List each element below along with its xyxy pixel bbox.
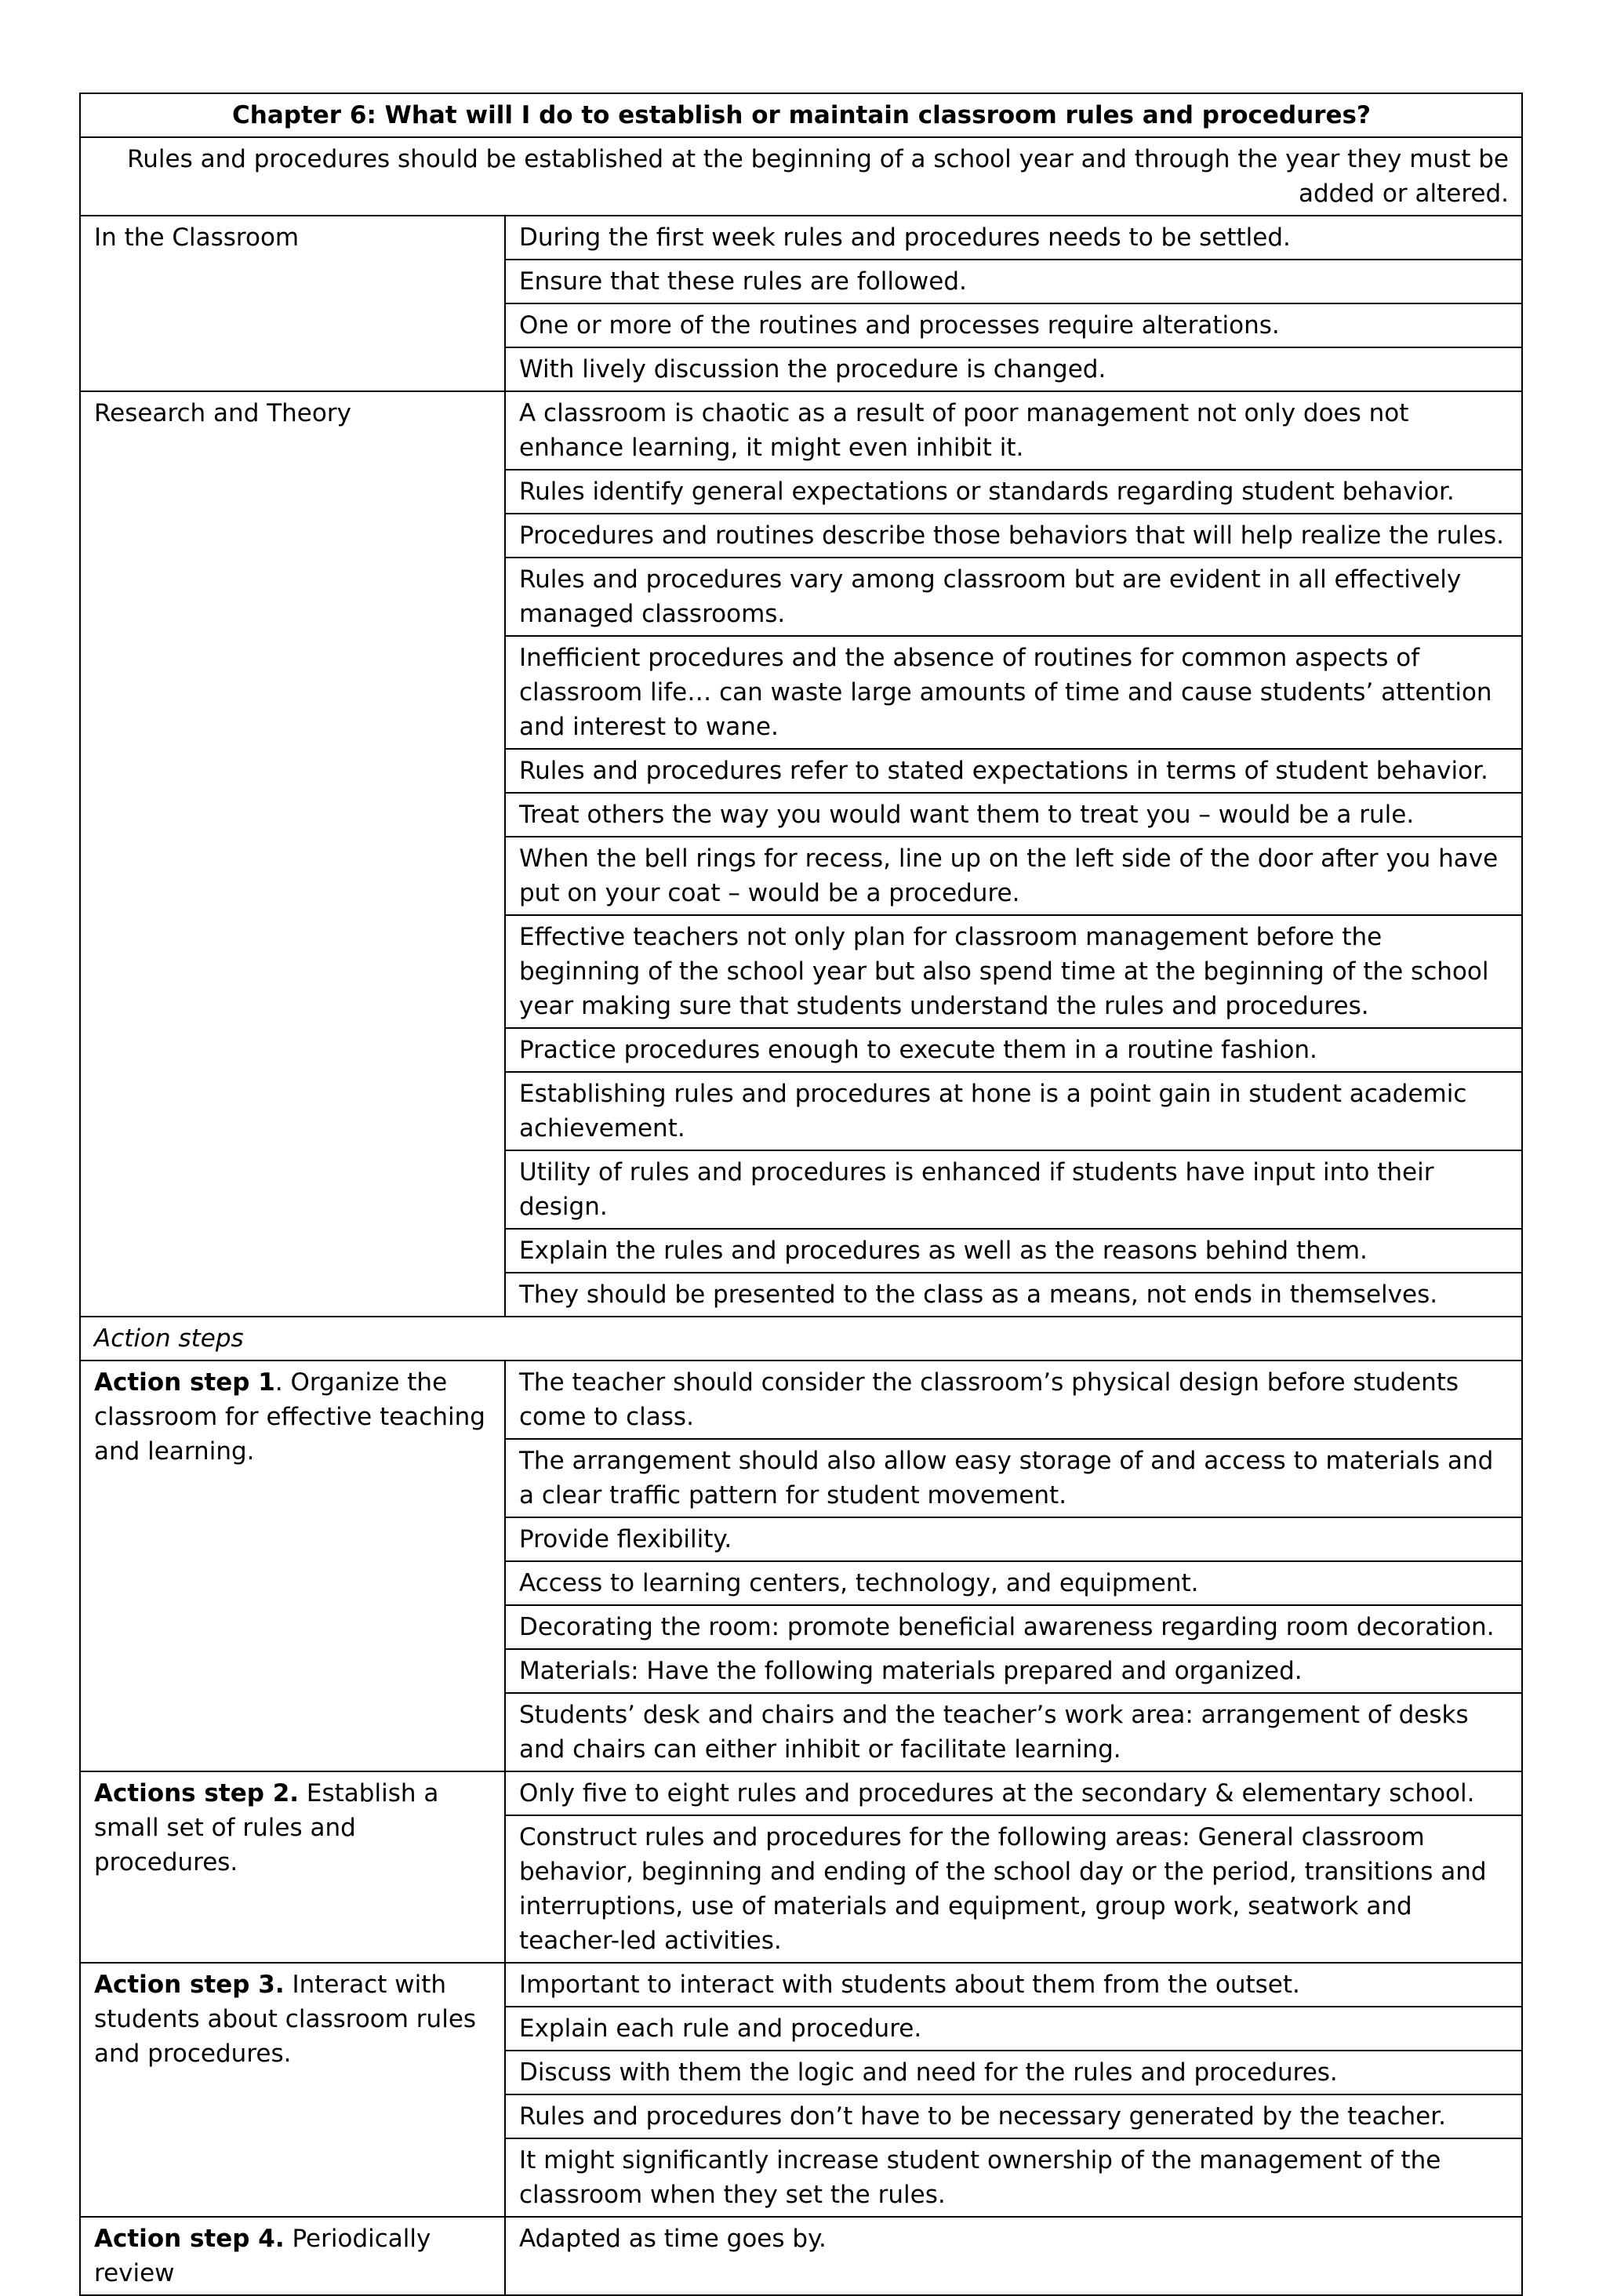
section-label: In the Classroom: [80, 216, 505, 391]
table-cell-item: It might significantly increase student ownership of the management of the classroom when they set the rules.: [505, 2138, 1522, 2217]
table-cell-item: Rules and procedures refer to stated expectations in terms of student behavior.: [505, 749, 1522, 793]
chapter-table: [79, 93, 1523, 2296]
action-step-label: [80, 1771, 505, 1963]
action-step-label: [80, 1361, 505, 1771]
table-cell-item: Important to interact with students about them from the outset.: [505, 1963, 1522, 2007]
table-cell-item: With lively discussion the procedure is changed.: [505, 347, 1522, 391]
title-row: [80, 93, 1522, 137]
step-description: Periodically review: [94, 2225, 431, 2287]
table-cell-item: Explain each rule and procedure.: [505, 2007, 1522, 2051]
table-cell-item: Adapted as time goes by.: [505, 2217, 1522, 2295]
table-cell-item: Treat others the way you would want them to treat you – would be a rule.: [505, 793, 1522, 837]
action-step-label: [80, 1963, 505, 2217]
step-title: Action step 4.: [94, 2225, 285, 2253]
table-cell-item: Discuss with them the logic and need for the rules and procedures.: [505, 2051, 1522, 2094]
table-cell-item: Ensure that these rules are followed.: [505, 260, 1522, 303]
intro-row: [80, 137, 1522, 216]
table-cell-item: When the bell rings for recess, line up on the left side of the door after you have put on your coat – would be a procedure.: [505, 837, 1522, 915]
step-description: Interact with students about classroom rules and procedures.: [94, 1971, 477, 2068]
table-cell-item: Procedures and routines describe those behaviors that will help realize the rules.: [505, 514, 1522, 558]
table-cell-item: Provide flexibility.: [505, 1517, 1522, 1561]
table-cell-item: The teacher should consider the classroom’s physical design before students come to class.: [505, 1361, 1522, 1439]
action-steps-heading-row: [80, 1317, 1522, 1361]
table-row: [80, 216, 1522, 260]
section-label: Research and Theory: [80, 391, 505, 1317]
table-cell-item: Students’ desk and chairs and the teacher’s work area: arrangement of desks and chairs can either inhibit or facilitate learning.: [505, 1693, 1522, 1771]
step-description: Establish a small set of rules and procedures.: [94, 1779, 439, 1876]
table-row: [80, 1771, 1522, 1815]
table-row: [80, 1963, 1522, 2007]
table-cell-item: Only five to eight rules and procedures at the secondary & elementary school.: [505, 1771, 1522, 1815]
table-cell-item: Explain the rules and procedures as well as the reasons behind them.: [505, 1229, 1522, 1273]
table-cell-item: Utility of rules and procedures is enhanced if students have input into their design.: [505, 1150, 1522, 1229]
table-cell-item: Rules and procedures don’t have to be necessary generated by the teacher.: [505, 2094, 1522, 2138]
table-cell-item: A classroom is chaotic as a result of poor management not only does not enhance learning, it might even inhibit it.: [505, 391, 1522, 470]
step-title: Actions step 2.: [94, 1779, 300, 1807]
table-cell-item: Materials: Have the following materials prepared and organized.: [505, 1649, 1522, 1693]
chapter-title: Chapter 6: What will I do to establish or maintain classroom rules and procedures?: [80, 93, 1522, 137]
table-cell-item: Access to learning centers, technology, and equipment.: [505, 1561, 1522, 1605]
step-description: . Organize the classroom for effective teaching and learning.: [94, 1368, 485, 1466]
step-title: Action step 3.: [94, 1971, 285, 1999]
table-cell-item: Rules and procedures vary among classroom but are evident in all effectively managed classrooms.: [505, 558, 1522, 636]
table-cell-item: Rules identify general expectations or standards regarding student behavior.: [505, 470, 1522, 514]
table-row: [80, 391, 1522, 470]
table-cell-item: One or more of the routines and processes require alterations.: [505, 303, 1522, 347]
table-cell-item: Inefficient procedures and the absence of routines for common aspects of classroom life… can waste large amounts of time and cause students’ attention and interest to wane.: [505, 636, 1522, 749]
step-title: Action step 1: [94, 1368, 275, 1397]
table-cell-item: They should be presented to the class as a means, not ends in themselves.: [505, 1273, 1522, 1317]
table-cell-item: During the first week rules and procedures needs to be settled.: [505, 216, 1522, 260]
table-cell-item: The arrangement should also allow easy storage of and access to materials and a clear traffic pattern for student movement.: [505, 1439, 1522, 1517]
table-row: [80, 2217, 1522, 2295]
chapter-intro: Rules and procedures should be established at the beginning of a school year and through the year they must be added or altered.: [80, 137, 1522, 216]
table-cell-item: Decorating the room: promote beneficial awareness regarding room decoration.: [505, 1605, 1522, 1649]
table-cell-item: Construct rules and procedures for the following areas: General classroom behavior, beginning and ending of the school day or the period, transitions and interruptions, use of materials and equipment, group work, seatwork and teacher-led activities.: [505, 1815, 1522, 1963]
action-step-label: [80, 2217, 505, 2295]
action-steps-heading: Action steps: [80, 1317, 1522, 1361]
table-row: [80, 1361, 1522, 1439]
table-cell-item: Establishing rules and procedures at hone is a point gain in student academic achievement.: [505, 1072, 1522, 1150]
table-cell-item: Practice procedures enough to execute them in a routine fashion.: [505, 1028, 1522, 1072]
table-cell-item: Effective teachers not only plan for classroom management before the beginning of the school year but also spend time at the beginning of the school year making sure that students understand the rules and procedures.: [505, 915, 1522, 1028]
